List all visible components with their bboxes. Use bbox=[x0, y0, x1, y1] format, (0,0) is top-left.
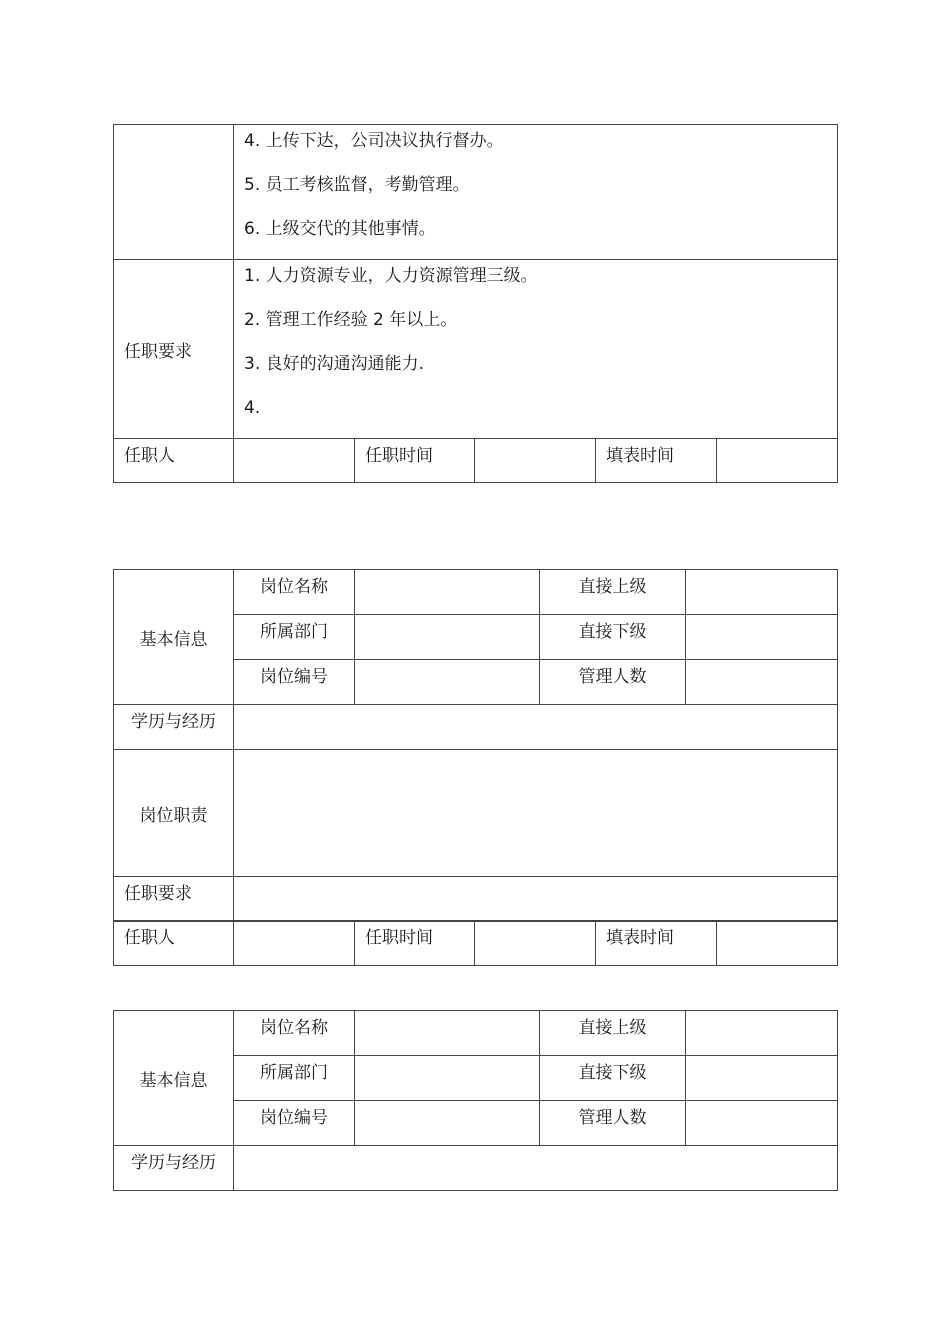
education-value[interactable] bbox=[234, 1146, 838, 1191]
requirements-label: 任职要求 bbox=[114, 877, 234, 922]
post-name-label: 岗位名称 bbox=[234, 570, 355, 615]
managed-label: 管理人数 bbox=[540, 660, 686, 705]
managed-label: 管理人数 bbox=[540, 1101, 686, 1146]
fill-time-value[interactable] bbox=[717, 921, 838, 966]
tenure-time-value[interactable] bbox=[475, 921, 596, 966]
post-no-label: 岗位编号 bbox=[234, 1101, 355, 1146]
tenure-time-label: 任职时间 bbox=[355, 921, 475, 966]
dept-value[interactable] bbox=[355, 615, 540, 660]
fill-time-label: 填表时间 bbox=[596, 921, 717, 966]
duties-label: 岗位职责 bbox=[114, 750, 234, 877]
subordinate-label: 直接下级 bbox=[540, 1056, 686, 1101]
fill-time-value[interactable] bbox=[717, 439, 838, 483]
label-cell-empty bbox=[114, 125, 234, 260]
superior-label: 直接上级 bbox=[540, 570, 686, 615]
job-table-2-sign-row bbox=[113, 920, 838, 966]
superior-label: 直接上级 bbox=[540, 1011, 686, 1056]
fill-time-label: 填表时间 bbox=[596, 439, 717, 483]
subordinate-value[interactable] bbox=[686, 615, 838, 660]
duty-item: 6. 上级交代的其他事情。 bbox=[244, 219, 436, 239]
basic-info-label: 基本信息 bbox=[114, 1011, 234, 1146]
duty-item: 5. 员工考核监督，考勤管理。 bbox=[244, 175, 470, 195]
tenure-time-label: 任职时间 bbox=[355, 439, 475, 483]
requirement-item: 3. 良好的沟通沟通能力. bbox=[244, 354, 425, 374]
post-name-value[interactable] bbox=[355, 570, 540, 615]
requirements-label: 任职要求 bbox=[114, 260, 234, 439]
tenure-time-value[interactable] bbox=[475, 439, 596, 483]
managed-value[interactable] bbox=[686, 660, 838, 705]
holder-label: 任职人 bbox=[114, 921, 234, 966]
superior-value[interactable] bbox=[686, 1011, 838, 1056]
post-no-value[interactable] bbox=[355, 660, 540, 705]
requirement-item: 1. 人力资源专业，人力资源管理三级。 bbox=[244, 266, 538, 286]
job-table-2 bbox=[113, 569, 838, 922]
education-label: 学历与经历 bbox=[114, 705, 234, 750]
job-table-1 bbox=[113, 124, 838, 483]
holder-value[interactable] bbox=[234, 439, 355, 483]
requirements-value[interactable] bbox=[234, 877, 838, 922]
holder-value[interactable] bbox=[234, 921, 355, 966]
requirement-item: 2. 管理工作经验 2 年以上。 bbox=[244, 310, 458, 330]
managed-value[interactable] bbox=[686, 1101, 838, 1146]
post-name-label: 岗位名称 bbox=[234, 1011, 355, 1056]
duties-continued-cell bbox=[234, 125, 838, 260]
dept-value[interactable] bbox=[355, 1056, 540, 1101]
dept-label: 所属部门 bbox=[234, 1056, 355, 1101]
requirements-cell bbox=[234, 260, 838, 439]
duty-item: 4. 上传下达，公司决议执行督办。 bbox=[244, 131, 504, 151]
education-value[interactable] bbox=[234, 705, 838, 750]
post-no-label: 岗位编号 bbox=[234, 660, 355, 705]
dept-label: 所属部门 bbox=[234, 615, 355, 660]
education-label: 学历与经历 bbox=[114, 1146, 234, 1191]
requirement-item: 4. bbox=[244, 398, 261, 418]
job-table-3 bbox=[113, 1010, 838, 1191]
post-name-value[interactable] bbox=[355, 1011, 540, 1056]
basic-info-label: 基本信息 bbox=[114, 570, 234, 705]
subordinate-label: 直接下级 bbox=[540, 615, 686, 660]
post-no-value[interactable] bbox=[355, 1101, 540, 1146]
superior-value[interactable] bbox=[686, 570, 838, 615]
duties-value[interactable] bbox=[234, 750, 838, 877]
holder-label: 任职人 bbox=[114, 439, 234, 483]
subordinate-value[interactable] bbox=[686, 1056, 838, 1101]
